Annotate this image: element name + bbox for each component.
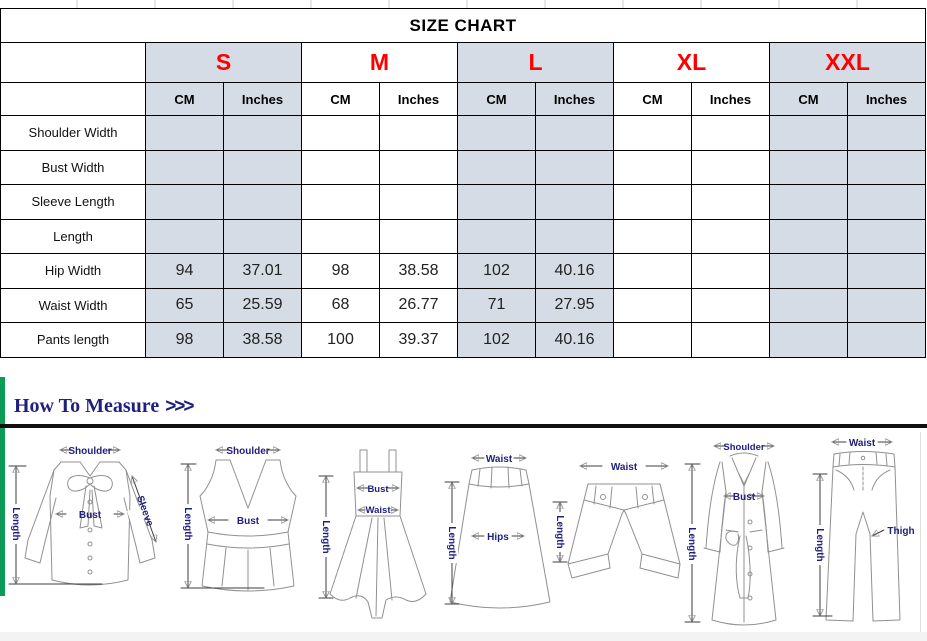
value-cell: 40.16: [536, 323, 614, 358]
value-cell: [770, 254, 848, 289]
value-cell: [692, 323, 770, 358]
value-cell: [380, 219, 458, 254]
value-cell: [848, 219, 926, 254]
value-cell: [536, 116, 614, 151]
measure-label: Shoulder: [723, 442, 765, 453]
value-cell: [848, 116, 926, 151]
coat-diagram: [680, 434, 810, 630]
size-header-m: M: [302, 43, 458, 83]
size-header-xxl: XXL: [770, 43, 926, 83]
value-cell: [224, 219, 302, 254]
value-cell: [848, 185, 926, 220]
table-row: [1, 185, 926, 220]
value-cell: [770, 288, 848, 323]
value-cell: 71: [458, 288, 536, 323]
size-table: [0, 8, 926, 358]
value-cell: [302, 116, 380, 151]
title-row: [1, 9, 926, 43]
measure-label: Bust: [732, 492, 756, 503]
measure-label: Length: [686, 527, 697, 561]
value-cell: [614, 185, 692, 220]
blouse-diagram: [4, 436, 176, 596]
row-label: Sleeve Length: [1, 185, 146, 220]
tank-top-diagram: [176, 438, 318, 596]
table-row: [1, 150, 926, 185]
value-cell: [536, 219, 614, 254]
value-cell: [302, 219, 380, 254]
value-cell: [224, 185, 302, 220]
value-cell: [614, 323, 692, 358]
row-label: Hip Width: [1, 254, 146, 289]
value-cell: 40.16: [536, 254, 614, 289]
value-cell: 38.58: [380, 254, 458, 289]
value-cell: [614, 116, 692, 151]
unit-cell: CM: [770, 83, 848, 116]
value-cell: [458, 116, 536, 151]
value-cell: [146, 219, 224, 254]
value-cell: 27.95: [536, 288, 614, 323]
table-row: [1, 219, 926, 254]
measure-label: Bust: [78, 510, 102, 521]
value-cell: 37.01: [224, 254, 302, 289]
value-cell: [380, 116, 458, 151]
value-cell: [770, 323, 848, 358]
right-edge-line: [920, 432, 921, 641]
table-row: [1, 288, 926, 323]
measure-label: Waist: [610, 462, 638, 473]
unit-header-row: [1, 83, 926, 116]
value-cell: [614, 219, 692, 254]
chevrons-icon: >>>: [165, 396, 193, 417]
value-cell: [692, 150, 770, 185]
value-cell: [224, 150, 302, 185]
size-header-xl: XL: [614, 43, 770, 83]
value-cell: [380, 150, 458, 185]
value-cell: [770, 219, 848, 254]
measure-label: Thigh: [887, 526, 915, 537]
corner-cell: [1, 43, 146, 83]
measure-label: Length: [446, 526, 457, 560]
value-cell: 98: [302, 254, 380, 289]
row-label: Waist Width: [1, 288, 146, 323]
value-cell: [848, 288, 926, 323]
value-cell: 38.58: [224, 323, 302, 358]
table-row: [1, 116, 926, 151]
unit-cell: CM: [146, 83, 224, 116]
unit-cell: Inches: [224, 83, 302, 116]
value-cell: [380, 185, 458, 220]
value-cell: [302, 185, 380, 220]
value-cell: [536, 185, 614, 220]
value-cell: 100: [302, 323, 380, 358]
unit-cell: CM: [614, 83, 692, 116]
value-cell: [146, 116, 224, 151]
value-cell: 65: [146, 288, 224, 323]
value-cell: [458, 185, 536, 220]
measure-label: Hips: [487, 532, 509, 543]
skirt-diagram: [436, 446, 564, 614]
value-cell: [770, 185, 848, 220]
value-cell: 39.37: [380, 323, 458, 358]
corner-cell: [1, 83, 146, 116]
value-cell: [146, 150, 224, 185]
value-cell: 25.59: [224, 288, 302, 323]
measure-label: Waist: [848, 438, 876, 449]
row-label: Pants length: [1, 323, 146, 358]
size-header-row: [1, 43, 926, 83]
unit-cell: CM: [302, 83, 380, 116]
value-cell: [770, 150, 848, 185]
unit-cell: Inches: [848, 83, 926, 116]
row-label: Length: [1, 219, 146, 254]
dress-diagram: [316, 442, 440, 624]
measure-label: Shoulder: [226, 446, 270, 457]
value-cell: 98: [146, 323, 224, 358]
value-cell: [302, 150, 380, 185]
table-row: [1, 323, 926, 358]
value-cell: [692, 288, 770, 323]
value-cell: 26.77: [380, 288, 458, 323]
value-cell: [458, 150, 536, 185]
value-cell: 102: [458, 323, 536, 358]
size-header-s: S: [146, 43, 302, 83]
spreadsheet-grid-strip: [0, 0, 927, 8]
measure-label: Waist: [485, 454, 513, 465]
value-cell: [692, 116, 770, 151]
value-cell: [848, 323, 926, 358]
table-row: [1, 254, 926, 289]
size-header-l: L: [458, 43, 614, 83]
value-cell: 94: [146, 254, 224, 289]
value-cell: [692, 219, 770, 254]
measure-label: Shoulder: [68, 446, 112, 457]
measure-label: Length: [554, 515, 565, 549]
heading-text: How To Measure: [14, 395, 160, 417]
unit-cell: Inches: [380, 83, 458, 116]
page-title: SIZE CHART: [1, 9, 926, 43]
value-cell: [458, 219, 536, 254]
measure-label: Length: [182, 507, 193, 541]
value-cell: [848, 254, 926, 289]
row-label: Bust Width: [1, 150, 146, 185]
value-cell: [848, 150, 926, 185]
how-to-measure-heading: [14, 395, 193, 418]
shorts-diagram: [550, 450, 692, 608]
section-divider: [0, 424, 927, 428]
row-label: Shoulder Width: [1, 116, 146, 151]
value-cell: [692, 254, 770, 289]
value-cell: [614, 150, 692, 185]
unit-cell: CM: [458, 83, 536, 116]
value-cell: 102: [458, 254, 536, 289]
measure-label: Bust: [367, 484, 389, 495]
unit-cell: Inches: [536, 83, 614, 116]
value-cell: [536, 150, 614, 185]
value-cell: [146, 185, 224, 220]
measure-label: Sleeve: [133, 494, 156, 528]
measure-label: Length: [10, 507, 21, 541]
measure-label: Length: [320, 520, 331, 554]
value-cell: [224, 116, 302, 151]
bottom-strip: [0, 632, 927, 641]
measure-label: Waist: [365, 505, 391, 516]
unit-cell: Inches: [692, 83, 770, 116]
value-cell: 68: [302, 288, 380, 323]
pants-diagram: [806, 430, 924, 626]
value-cell: [614, 288, 692, 323]
measure-label: Length: [814, 528, 825, 562]
value-cell: [614, 254, 692, 289]
value-cell: [770, 116, 848, 151]
measure-label: Bust: [236, 516, 260, 527]
value-cell: [692, 185, 770, 220]
